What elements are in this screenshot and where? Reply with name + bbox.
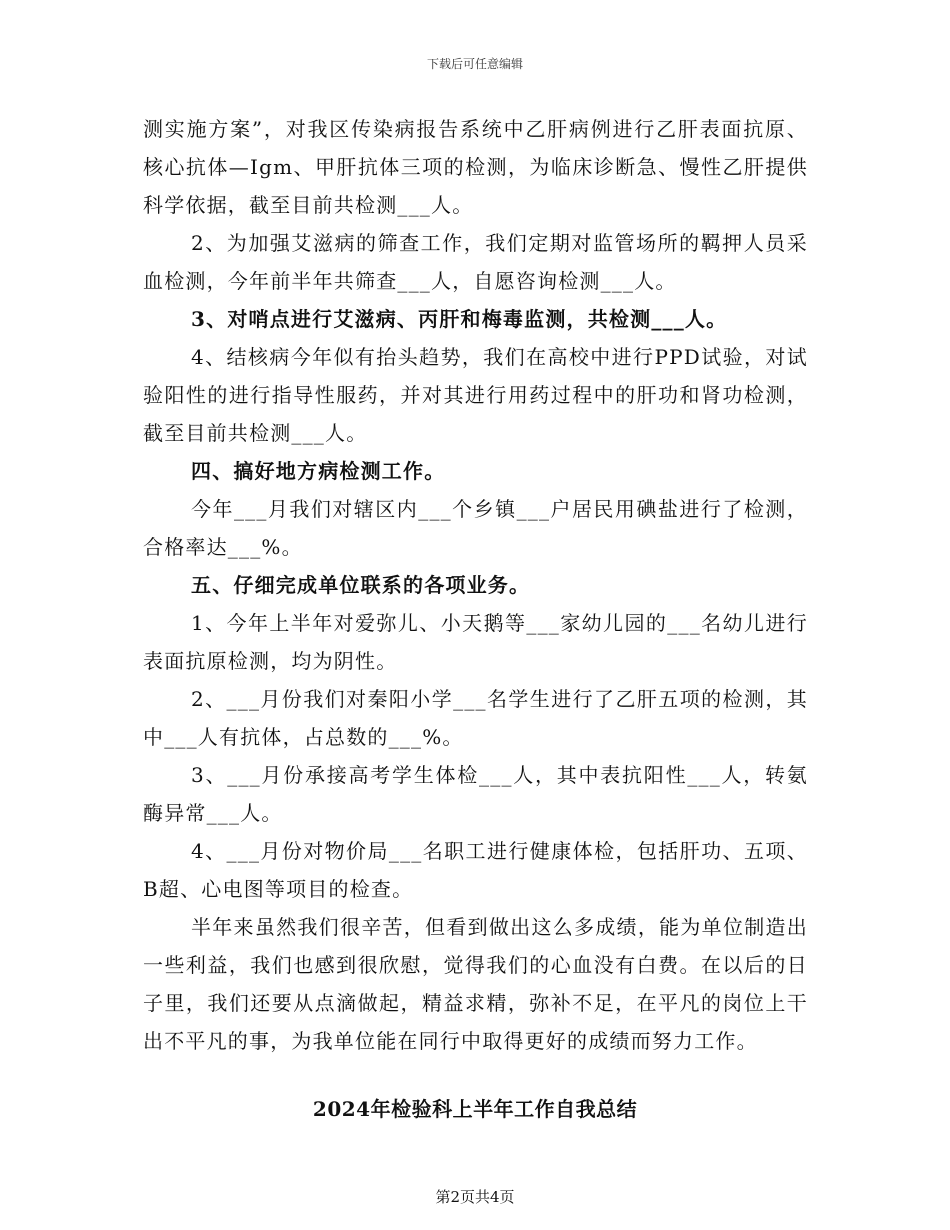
paragraph-4: 4、结核病今年似有抬头趋势，我们在高校中进行PPD试验，对试验阳性的进行指导性服药，并对其进行用药过程中的肝功和肾功检测，截至目前共检测___人。	[143, 345, 808, 445]
paragraph-11: 4、___月份对物价局___名职工进行健康体检，包括肝功、五项、B超、心电图等项目的检查。	[143, 839, 808, 901]
page-header: 下载后可任意编辑	[426, 57, 523, 71]
paragraph-10: 3、___月份承接高考学生体检___人，其中表抗阳性___人，转氨酶异常___人。	[143, 763, 808, 825]
section-heading-4: 四、搞好地方病检测工作。	[191, 459, 446, 483]
paragraph-1: 测实施方案”，对我区传染病报告系统中乙肝病例进行乙肝表面抗原、核心抗体—Igm、甲肝抗体三项的检测，为临床诊断急、慢性乙肝提供科学依据，截至目前共检测___人。	[143, 117, 808, 217]
page-footer: 第2页共4页	[435, 1188, 515, 1206]
paragraph-6: 今年___月我们对辖区内___个乡镇___户居民用碘盐进行了检测，合格率达___%。	[143, 497, 808, 559]
paragraph-8: 1、今年上半年对爱弥儿、小天鹅等___家幼儿园的___名幼儿进行表面抗原检测，均为阴性。	[143, 611, 808, 673]
paragraph-9: 2、___月份我们对秦阳小学___名学生进行了乙肝五项的检测，其中___人有抗体，占总数的___%。	[143, 687, 808, 749]
paragraph-12: 半年来虽然我们很辛苦，但看到做出这么多成绩，能为单位制造出一些利益，我们也感到很欣慰，觉得我们的心血没有白费。在以后的日子里，我们还要从点滴做起，精益求精，弥补不足，在平凡的岗位上干出不平凡的事，为我单位能在同行中取得更好的成绩而努力工作。	[143, 915, 808, 1053]
section-heading-5: 五、仔细完成单位联系的各项业务。	[191, 573, 531, 597]
paragraph-2: 2、为加强艾滋病的筛查工作，我们定期对监管场所的羁押人员采血检测，今年前半年共筛查___人，自愿咨询检测___人。	[143, 231, 808, 293]
document-body	[143, 110, 808, 1060]
document-title: 2024年检验科上半年工作自我总结	[312, 1097, 638, 1121]
paragraph-3: 3、对哨点进行艾滋病、丙肝和梅毒监测，共检测___人。	[191, 307, 728, 331]
